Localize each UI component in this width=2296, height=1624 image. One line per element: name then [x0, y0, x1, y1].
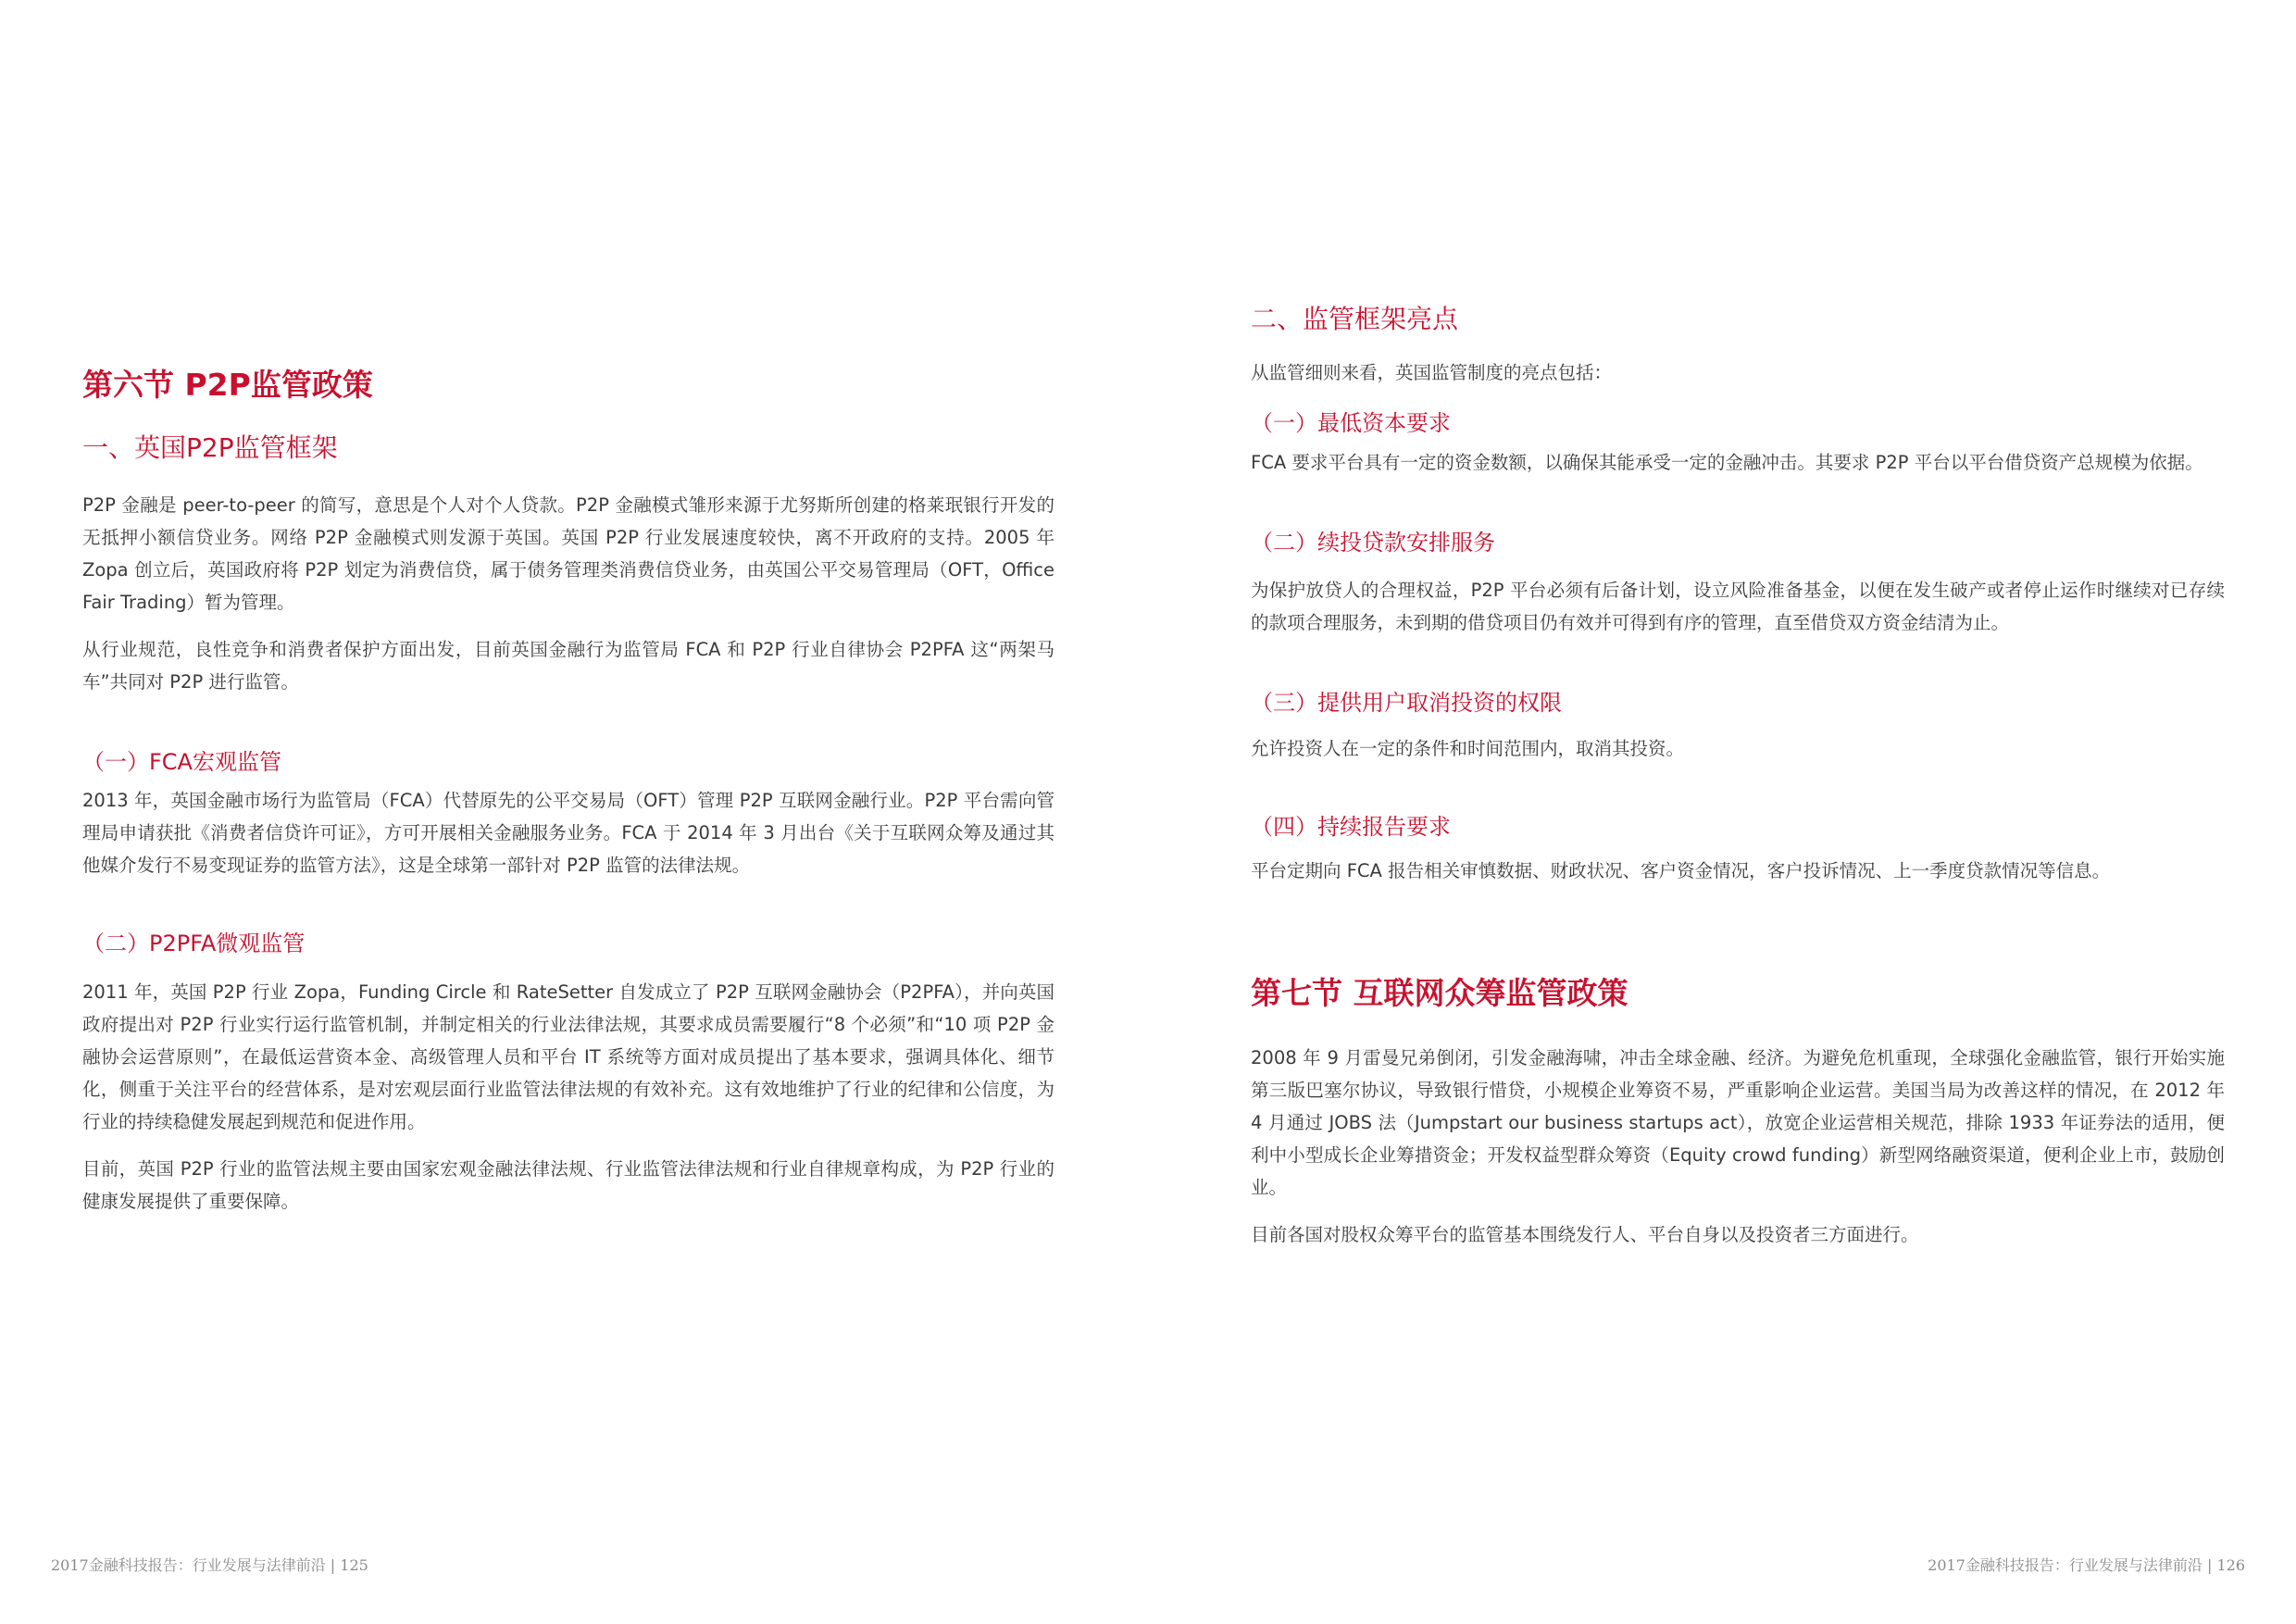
paragraph-cancel-investment: 允许投资人在一定的条件和时间范围内，取消其投资。	[1251, 737, 1685, 759]
heading-p2pfa-micro: （二）P2PFA微观监管	[82, 931, 306, 957]
paragraph-p2pfa: 2011 年，英国 P2P 行业 Zopa，Funding Circle 和 RateSetter 自发成立了 P2P 互联网金融协会（P2PFA），并向英国政府提出对 P2P 行业实行运行监管机制，并制定相关的行业法律法规，其要求成员需要履行“8 个必须”和“10 项 P2P 金融协会运营原则”，在最低运营资本金、高级管理人员和平台 IT 系统等方面对成员提出了基本要求，强调具体化、细节化，侧重于关注平台的经营体系，是对宏观层面行业监管法律法规的有效补充。这有效地维护了行业的纪律和公信度，为行业的持续稳健发展起到规范和促进作用。	[82, 981, 1054, 1132]
section-title-7: 第七节 互联网众筹监管政策	[1251, 975, 1628, 1012]
right-page-content	[1251, 303, 2225, 1251]
subsection-title-uk-framework: 一、英国P2P监管框架	[82, 431, 338, 463]
heading-reporting: （四）持续报告要求	[1251, 813, 1451, 840]
paragraph-current-rules: 目前，英国 P2P 行业的监管法规主要由国家宏观金融法律法规、行业监管法律法规和行业自律规章构成，为 P2P 行业的健康发展提供了重要保障。	[82, 1157, 1054, 1212]
paragraph-loan-continuation: 为保护放贷人的合理权益，P2P 平台必须有后备计划，设立风险准备基金，以便在发生破产或者停止运作时继续对已存续的款项合理服务，未到期的借贷项目仍有效并可得到有序的管理，直至借贷双方资金结清为止。	[1251, 579, 2225, 633]
section-title-6: 第六节 P2P监管政策	[82, 367, 373, 403]
paragraph-p2p-intro: P2P 金融是 peer-to-peer 的简写，意思是个人对个人贷款。P2P 金融模式雏形来源于尤努斯所创建的格莱珉银行开发的无抵押小额信贷业务。网络 P2P 金融模式则发源于英国。英国 P2P 行业发展速度较快，离不开政府的支持。2005 年 Zopa 创立后，英国政府将 P2P 划定为消费信贷，属于债务管理类消费信贷业务，由英国公平交易管理局（OFT，Office Fair Trading）暂为管理。	[82, 494, 1054, 614]
paragraph-highlights-intro: 从监管细则来看，英国监管制度的亮点包括：	[1251, 362, 1613, 384]
heading-fca-macro: （一）FCA宏观监管	[82, 749, 281, 776]
paragraph-crowdfunding-regulation: 目前各国对股权众筹平台的监管基本围绕发行人、平台自身以及投资者三方面进行。	[1251, 1224, 1919, 1246]
heading-loan-continuation: （二）续投贷款安排服务	[1251, 529, 1495, 556]
paragraph-regulators: 从行业规范，良性竞争和消费者保护方面出发，目前英国金融行为监管局 FCA 和 P2P 行业自律协会 P2PFA 这“两架马车”共同对 P2P 进行监管。	[82, 639, 1054, 693]
left-page-content	[82, 366, 1054, 1218]
paragraph-fca: 2013 年，英国金融市场行为监管局（FCA）代替原先的公平交易局（OFT）管理 P2P 互联网金融行业。P2P 平台需向管理局申请获批《消费者信贷许可证》，方可开展相关金融服务业务。FCA 于 2014 年 3 月出台《关于互联网众筹及通过其他媒介发行不易变现证券的监管方法》，这是全球第一部针对 P2P 监管的法律法规。	[82, 790, 1054, 877]
paragraph-reporting: 平台定期向 FCA 报告相关审慎数据、财政状况、客户资金情况，客户投诉情况、上一季度贷款情况等信息。	[1251, 860, 2111, 882]
footer-left: 2017金融科技报告：行业发展与法律前沿 | 125	[51, 1556, 368, 1574]
subsection-title-highlights: 二、监管框架亮点	[1251, 304, 1459, 334]
paragraph-crowdfunding-history: 2008 年 9 月雷曼兄弟倒闭，引发金融海啸，冲击全球金融、经济。为避免危机重现，全球强化金融监管，银行开始实施第三版巴塞尔协议，导致银行惜贷，小规模企业筹资不易，严重影响企业运营。美国当局为改善这样的情况，在 2012 年 4 月通过 JOBS 法（Jumpstart our business startups act），放宽企业运营相关规范，排除 1933 年证券法的适用，便利中小型成长企业筹措资金；开发权益型群众筹资（Equity crowd funding）新型网络融资渠道，便利企业上市，鼓励创业。	[1251, 1047, 2225, 1199]
heading-cancel-investment: （三）提供用户取消投资的权限	[1251, 689, 1562, 716]
heading-min-capital: （一）最低资本要求	[1251, 410, 1451, 437]
footer-right: 2017金融科技报告：行业发展与法律前沿 | 126	[1928, 1556, 2245, 1574]
paragraph-min-capital: FCA 要求平台具有一定的资金数额，以确保其能承受一定的金融冲击。其要求 P2P 平台以平台借贷资产总规模为依据。	[1251, 451, 2203, 473]
